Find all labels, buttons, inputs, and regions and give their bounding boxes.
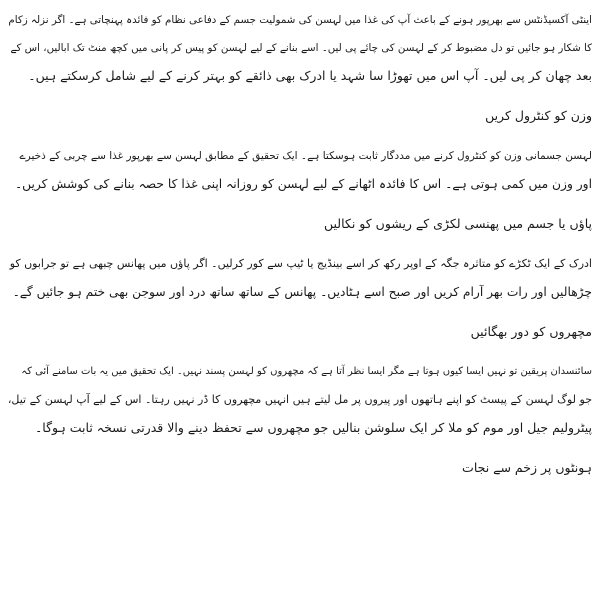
paragraph-line: ادرک کے ایک ٹکڑے کو متاثرہ جگہ کے اوپر رکھ کر اسے بینڈیج یا ٹیپ سے کور کرلیں۔ اگر پاؤں میں پھانس چبھی ہے تو جرابوں کو [9,257,592,270]
paragraph-line: جو لوگ لہسن کے پیسٹ کو اپنے ہاتھوں اور پیروں پر مل لیتے ہیں انہیں مچھروں کا ڈر نہیں رہتا۔ اس کے لیے آپ لہسن کے تیل، [8,393,592,406]
paragraph-line: اینٹی آکسیڈنٹس سے بھرپور ہونے کے باعث آپ کی غذا میں لہسن کی شمولیت جسم کے دفاعی نظام کو فائدہ پہنچاتی ہے۔ اگر نزلہ زکام [8,14,592,26]
paragraph-weight-control [8,142,592,198]
paragraph-line: بعد چھان کر پی لیں۔ آپ اس میں تھوڑا سا شہد یا ادرک بھی ذائقے کو بہتر کرنے کے لیے شامل کرسکتے ہیں۔ [28,68,592,83]
paragraph-line: پیٹرولیم جیل اور موم کو ملا کر ایک سلوشن بنالیں جو مچھروں سے تحفظ دینے والا قدرتی نسخہ ثابت ہوگا۔ [34,420,592,435]
heading-mosquito-repel: مچھروں کو دور بھگائیں [470,324,592,339]
heading-lip-sores: ہونٹوں پر زخم سے نجات [462,460,592,475]
heading-splinter-removal: پاؤں یا جسم میں پھنسی لکڑی کے ریشوں کو نکالیں [324,216,592,231]
paragraph-line: سائنسدان پریقین تو نہیں ایسا کیوں ہوتا ہے مگر ایسا نظر آتا ہے کہ مچھروں کو لہسن پسند نہیں۔ ایک تحقیق میں یہ بات سامنے آئی کہ [21,366,592,377]
paragraph-line: اور وزن میں کمی ہوتی ہے۔ اس کا فائدہ اٹھانے کے لیے لہسن کو روزانہ اپنی غذا کا حصہ بنانے کی کوشش کریں۔ [15,177,592,191]
paragraph-line: لہسن جسمانی وزن کو کنٹرول کرنے میں مددگار ثابت ہوسکتا ہے۔ ایک تحقیق کے مطابق لہسن سے بھرپور غذا سے چربی کے ذخیرے [19,150,592,162]
paragraph-line: کا شکار ہو جائیں تو دل مضبوط کر کے لہسن کی چائے پی لیں۔ اسے بنانے کے لیے لہسن کو پیس کر پانی میں کچھ منٹ تک ابالیں، اس کے [10,42,592,54]
paragraph-splinter-removal [8,250,592,306]
paragraph-line: چڑھالیں اور رات بھر آرام کریں اور صبح اسے ہٹادیں۔ پھانس کے ساتھ ساتھ درد اور سوجن بھی ختم ہو جائیں گے۔ [12,285,592,299]
heading-weight-control: وزن کو کنٹرول کریں [485,108,592,123]
paragraph-mosquito-repel [8,358,592,442]
paragraph-antioxidants [8,6,592,90]
